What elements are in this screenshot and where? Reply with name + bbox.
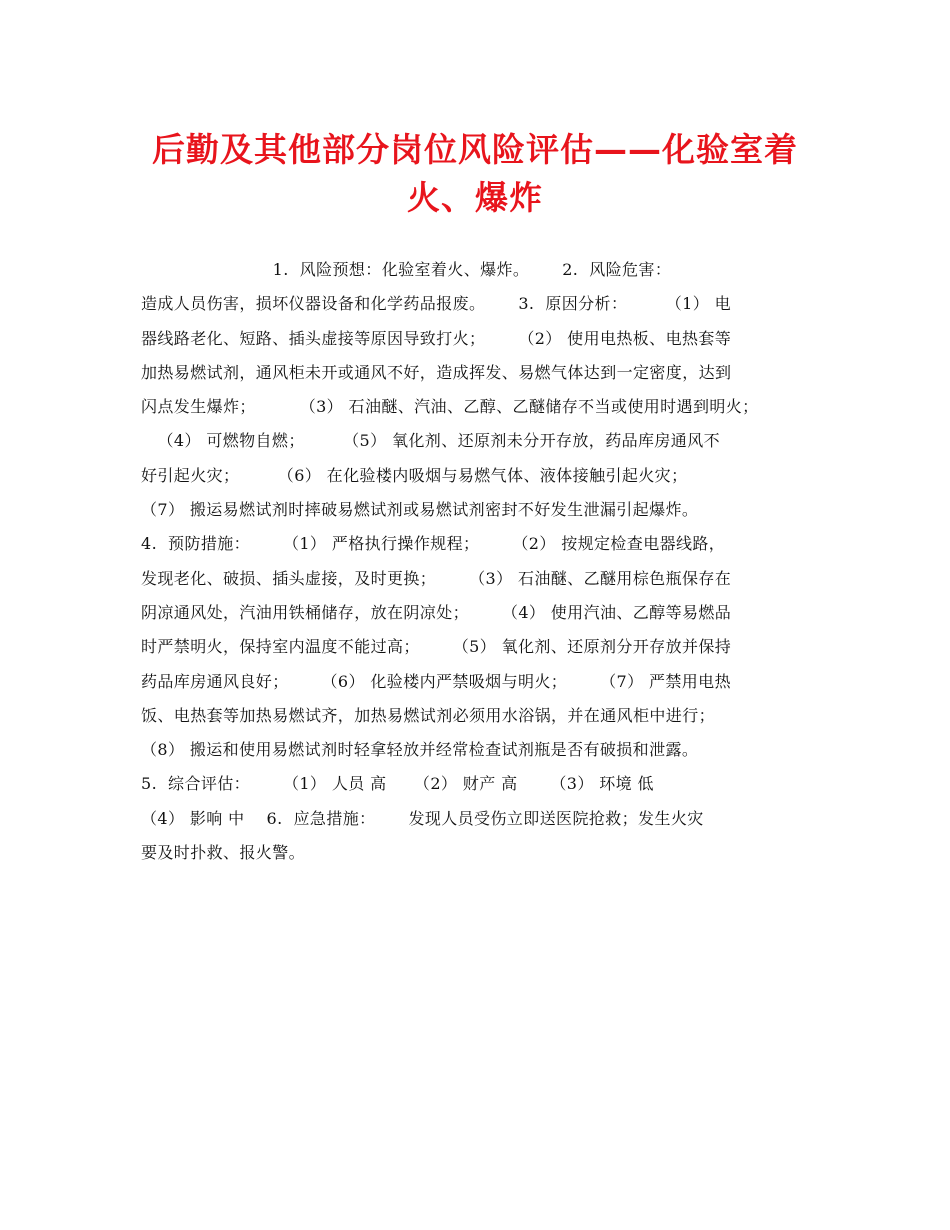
- body-line: 饭、电热套等加热易燃试齐，加热易燃试剂必须用水浴锅，并在通风柜中进行；: [141, 705, 716, 725]
- body-line: 1. 风险预想：化验室着火、爆炸。 2. 风险危害：: [141, 260, 672, 279]
- body-line: 器线路老化、短路、插头虚接等原因导致打火； （2） 使用电热板、电热套等: [141, 328, 732, 348]
- body-line: 5. 综合评估： （1） 人员 高 （2） 财产 高 （3） 环境 低: [141, 774, 654, 794]
- body-line: （4） 影响 中 6. 应急措施： 发现人员受伤立即送医院抢救；发生火灾: [141, 808, 704, 828]
- body-line: 时严禁明火，保持室内温度不能过高； （5） 氧化剂、还原剂分开存放并保持: [141, 637, 732, 657]
- body-line: （4） 可燃物自燃； （5） 氧化剂、还原剂未分开存放，药品库房通风不: [141, 431, 720, 451]
- body-line: 闪点发生爆炸； （3） 石油醚、汽油、乙醇、乙醚储存不当或使用时遇到明火；: [141, 397, 759, 417]
- body-line: 发现老化、破损、插头虚接，及时更换； （3） 石油醚、乙醚用棕色瓶保存在: [141, 568, 732, 588]
- body-line: 药品库房通风良好； （6） 化验楼内严禁吸烟与明火； （7） 严禁用电热: [141, 671, 731, 691]
- body-line: 要及时扑救、报火警。: [141, 843, 306, 863]
- body-line: 加热易燃试剂，通风柜未开或通风不好，造成挥发、易燃气体达到一定密度，达到: [141, 362, 732, 382]
- body-line: 阴凉通风处，汽油用铁桶储存，放在阴凉处； （4） 使用汽油、乙醇等易燃品: [141, 602, 732, 622]
- body-line: （8） 搬运和使用易燃试剂时轻拿轻放并经常检查试剂瓶是否有破损和泄露。: [141, 740, 699, 760]
- title-line: 后勤及其他部分岗位风险评估——化验室着: [152, 130, 798, 169]
- body-line: 造成人员伤害，损坏仪器设备和化学药品报废。 3. 原因分析： （1） 电: [141, 294, 732, 314]
- body-line: 4. 预防措施： （1） 严格执行操作规程； （2） 按规定检查电器线路，: [141, 534, 726, 554]
- body-line: （7） 搬运易燃试剂时摔破易燃试剂或易燃试剂密封不好发生泄漏引起爆炸。: [141, 500, 699, 520]
- body-line: 好引起火灾； （6） 在化验楼内吸烟与易燃气体、液体接触引起火灾；: [141, 465, 688, 485]
- title-line: 火、爆炸: [407, 178, 543, 217]
- document-title: [130, 126, 820, 222]
- document-body: [141, 253, 821, 870]
